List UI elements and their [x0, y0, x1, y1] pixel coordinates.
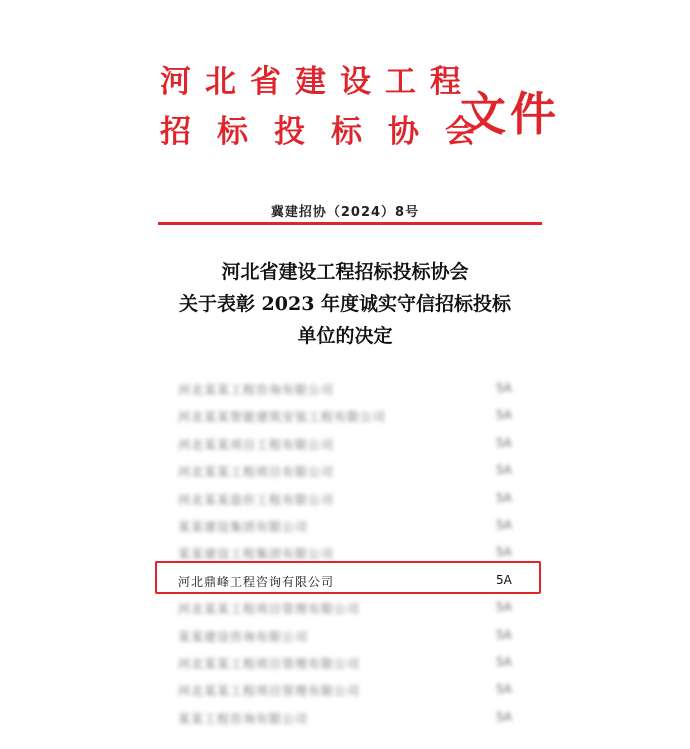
list-item	[178, 431, 528, 458]
honoree-list	[178, 376, 528, 732]
credit-grade: 5A	[496, 682, 512, 697]
title-line-3: 单位的决定	[297, 325, 393, 347]
list-item	[178, 705, 528, 732]
company-name: 河北某某造价工程有限公司	[178, 492, 335, 507]
credit-grade: 5A	[496, 463, 512, 478]
list-item	[178, 677, 528, 704]
company-name: 河北某某项目工程有限公司	[178, 437, 335, 452]
list-item	[178, 513, 528, 540]
document-label: 文件	[460, 87, 560, 141]
issuer-heading	[160, 62, 502, 152]
credit-grade: 5A	[496, 627, 512, 642]
issuer-name-line-1: 河北省建设工程	[160, 64, 475, 100]
credit-grade: 5A	[496, 600, 512, 615]
company-name: 河北某某工程项目管理有限公司	[178, 602, 361, 617]
company-name: 某某建设工程集团有限公司	[178, 547, 335, 562]
list-item	[178, 623, 528, 650]
company-name: 河北某某工程项目管理有限公司	[178, 684, 361, 699]
credit-grade: 5A	[496, 490, 512, 505]
title-line-2: 关于表彰 2023 年度诚实守信招标投标	[178, 293, 512, 315]
list-item	[178, 458, 528, 485]
highlight-frame	[155, 561, 541, 594]
company-name: 河北某某工程项目有限公司	[178, 465, 335, 480]
list-item	[178, 595, 528, 622]
credit-grade: 5A	[496, 545, 512, 560]
credit-grade: 5A	[496, 572, 512, 587]
credit-grade: 5A	[496, 709, 512, 724]
title-line-1: 河北省建设工程招标投标协会	[221, 261, 469, 283]
company-name: 某某建设集团有限公司	[178, 519, 309, 534]
red-divider-line	[158, 222, 542, 225]
company-name: 河北某某工程咨询有限公司	[178, 383, 335, 397]
company-name: 河北鼎峰工程咨询有限公司	[178, 574, 335, 589]
list-item	[178, 376, 528, 403]
company-name: 河北某某智能建筑安装工程有限公司	[178, 410, 387, 425]
list-item	[178, 486, 528, 513]
issuer-name-line-2: 招标投标协会	[160, 114, 502, 150]
credit-grade: 5A	[496, 435, 512, 450]
document-number: 冀建招协（2024）8号	[270, 205, 420, 220]
document-title	[0, 256, 690, 352]
list-item	[178, 650, 528, 677]
company-name: 河北某某工程项目管理有限公司	[178, 656, 361, 671]
company-name: 某某建设咨询有限公司	[178, 629, 309, 644]
list-item	[178, 403, 528, 430]
company-name: 某某工程咨询有限公司	[178, 711, 309, 726]
credit-grade: 5A	[496, 654, 512, 669]
credit-grade: 5A	[496, 381, 512, 395]
credit-grade: 5A	[496, 517, 512, 532]
credit-grade: 5A	[496, 408, 512, 423]
